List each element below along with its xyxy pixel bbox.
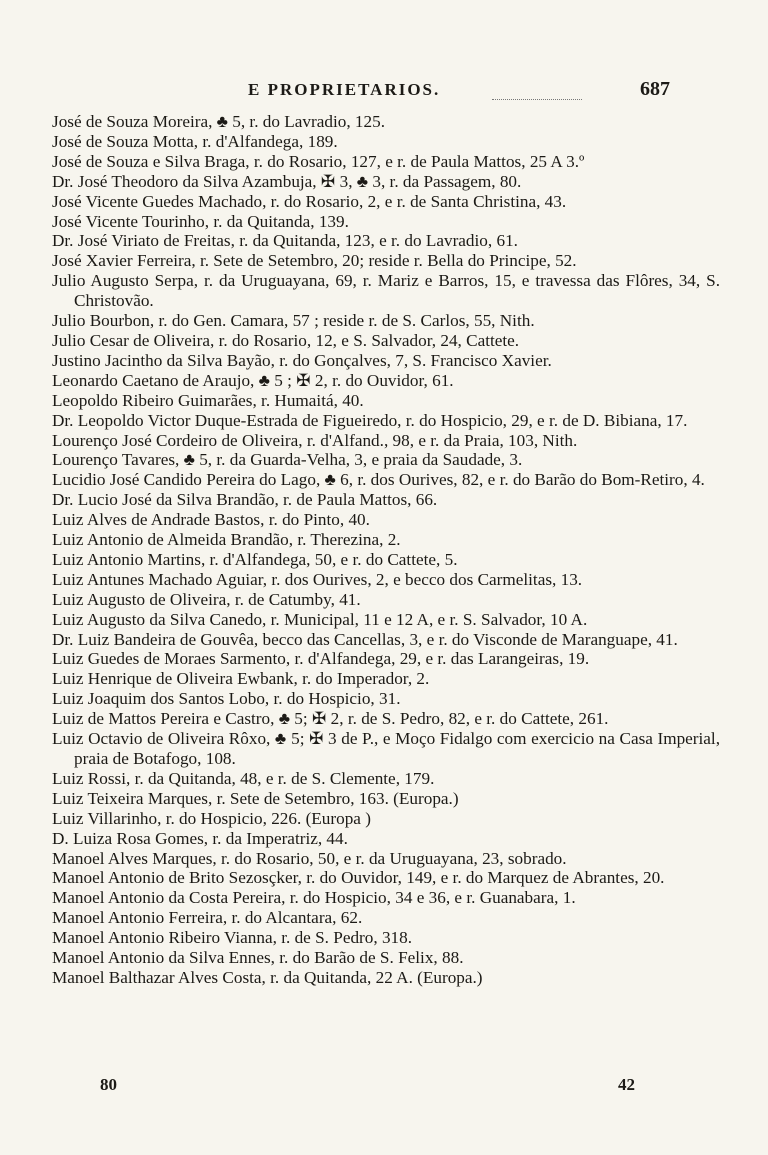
directory-entry: Luiz Rossi, r. da Quitanda, 48, e r. de S. Clemente, 179. xyxy=(52,768,435,788)
directory-entry: Luiz de Mattos Pereira e Castro, ♣ 5; ✠ 2, r. de S. Pedro, 82, e r. do Cattete, 261. xyxy=(52,709,609,729)
directory-entry: Manoel Balthazar Alves Costa, r. da Quitanda, 22 A. (Europa.) xyxy=(52,967,483,987)
directory-entry: Luiz Villarinho, r. do Hospicio, 226. (Europa ) xyxy=(52,808,371,828)
running-title: E PROPRIETARIOS. xyxy=(248,80,441,99)
directory-entry: Lourenço José Cordeiro de Oliveira, r. d'Alfand., 98, e r. da Praia, 103, Nith. xyxy=(52,430,578,450)
directory-entry: Luiz Octavio de Oliveira Rôxo, ♣ 5; ✠ 3 de P., e Moço Fidalgo com exercicio na Casa Imperial, praia de Botafogo, 108. xyxy=(52,729,720,768)
directory-entry: Manoel Antonio da Costa Pereira, r. do Hospicio, 34 e 36, e r. Guanabara, 1. xyxy=(52,888,576,908)
directory-entry: Luiz Antunes Machado Aguiar, r. dos Ourives, 2, e becco dos Carmelitas, 13. xyxy=(52,569,583,589)
directory-entry: Lucidio José Candido Pereira do Lago, ♣ 6, r. dos Ourives, 82, e r. do Barão do Bom-Retiro, 4. xyxy=(52,470,705,490)
directory-entry: Julio Cesar de Oliveira, r. do Rosario, 12, e S. Salvador, 24, Cattete. xyxy=(52,330,520,350)
directory-entry: José de Souza e Silva Braga, r. do Rosario, 127, e r. de Paula Mattos, 25 A 3.º xyxy=(52,151,585,171)
directory-entry: Dr. Leopoldo Victor Duque-Estrada de Figueiredo, r. do Hospicio, 29, e r. de D. Bibiana, 17. xyxy=(52,410,688,430)
directory-entry: Luiz Antonio Martins, r. d'Alfandega, 50, e r. do Cattete, 5. xyxy=(52,549,458,569)
directory-entry: Manoel Alves Marques, r. do Rosario, 50, e r. da Uruguayana, 23, sobrado. xyxy=(52,848,567,868)
directory-entry: Justino Jacintho da Silva Bayão, r. do Gonçalves, 7, S. Francisco Xavier. xyxy=(52,350,552,370)
header-dotted-rule xyxy=(492,99,582,100)
directory-entry: Manoel Antonio de Brito Sezosçker, r. do Ouvidor, 149, e r. do Marquez de Abrantes, 20. xyxy=(52,868,665,888)
directory-entry: José de Souza Motta, r. d'Alfandega, 189. xyxy=(52,131,338,151)
page-footer xyxy=(0,1075,768,1097)
directory-entry: Leopoldo Ribeiro Guimarães, r. Humaitá, 40. xyxy=(52,390,364,410)
directory-entry: Dr. José Viriato de Freitas, r. da Quitanda, 123, e r. do Lavradio, 61. xyxy=(52,231,518,251)
directory-entry: Julio Augusto Serpa, r. da Uruguayana, 69, r. Mariz e Barros, 15, e travessa das Flôres, 34, S. Christovão. xyxy=(52,271,720,311)
directory-entry: José Vicente Guedes Machado, r. do Rosario, 2, e r. de Santa Christina, 43. xyxy=(52,191,567,211)
directory-entry: Dr. José Theodoro da Silva Azambuja, ✠ 3, ♣ 3, r. da Passagem, 80. xyxy=(52,171,522,191)
directory-entry: D. Luiza Rosa Gomes, r. da Imperatriz, 44. xyxy=(52,828,348,848)
directory-entry: Luiz Antonio de Almeida Brandão, r. Therezina, 2. xyxy=(52,530,401,550)
directory-entry: Luiz Guedes de Moraes Sarmento, r. d'Alfandega, 29, e r. das Larangeiras, 19. xyxy=(52,649,590,669)
directory-entry: Luiz Augusto de Oliveira, r. de Catumby, 41. xyxy=(52,589,361,609)
directory-entry: José Xavier Ferreira, r. Sete de Setembro, 20; reside r. Bella do Principe, 52. xyxy=(52,251,577,271)
directory-entry: Luiz Henrique de Oliveira Ewbank, r. do Imperador, 2. xyxy=(52,669,430,689)
directory-entry: Julio Bourbon, r. do Gen. Camara, 57 ; reside r. de S. Carlos, 55, Nith. xyxy=(52,311,535,331)
directory-entry: Leonardo Caetano de Araujo, ♣ 5 ; ✠ 2, r. do Ouvidor, 61. xyxy=(52,370,454,390)
directory-entry: Dr. Lucio José da Silva Brandão, r. de Paula Mattos, 66. xyxy=(52,490,438,510)
signature-mark-left: 80 xyxy=(100,1075,117,1094)
directory-entry: Luiz Augusto da Silva Canedo, r. Municipal, 11 e 12 A, e r. S. Salvador, 10 A. xyxy=(52,609,588,629)
signature-mark-right: 42 xyxy=(618,1075,635,1094)
directory-entry: Lourenço Tavares, ♣ 5, r. da Guarda-Velha, 3, e praia da Saudade, 3. xyxy=(52,450,523,470)
directory-entry: Manoel Antonio Ferreira, r. do Alcantara, 62. xyxy=(52,908,363,928)
directory-entry: José de Souza Moreira, ♣ 5, r. do Lavradio, 125. xyxy=(52,112,385,131)
page-header xyxy=(0,80,768,104)
directory-entries xyxy=(52,112,720,988)
directory-entry: Dr. Luiz Bandeira de Gouvêa, becco das Cancellas, 3, e r. do Visconde de Maranguape, 41. xyxy=(52,629,678,649)
page-number: 687 xyxy=(640,78,670,100)
directory-entry: Manoel Antonio da Silva Ennes, r. do Barão de S. Felix, 88. xyxy=(52,948,464,968)
directory-entry: Luiz Alves de Andrade Bastos, r. do Pinto, 40. xyxy=(52,510,370,530)
directory-entry: Luiz Teixeira Marques, r. Sete de Setembro, 163. (Europa.) xyxy=(52,788,459,808)
directory-entry: Manoel Antonio Ribeiro Vianna, r. de S. Pedro, 318. xyxy=(52,928,413,948)
directory-entry: Luiz Joaquim dos Santos Lobo, r. do Hospicio, 31. xyxy=(52,689,401,709)
directory-entry: José Vicente Tourinho, r. da Quitanda, 139. xyxy=(52,211,349,231)
